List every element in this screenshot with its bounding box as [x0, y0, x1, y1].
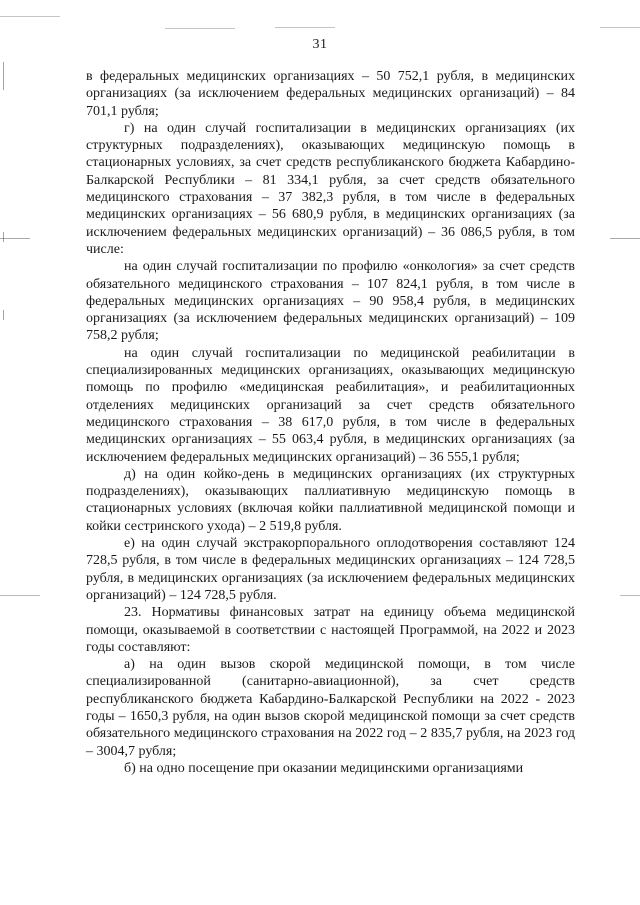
paragraph: на один случай госпитализации по медицинской реабилитации в специализированных медицинских организациях, оказывающих медицинскую помощь по профилю «медицинская реабилитация», и реабилитационных отделениях медицинских организаций за счет средств обязательного медицинского страхования – 38 617,0 рубля, в том числе в федеральных медицинских организациях – 55 063,4 рубля, в медицинских организациях (за исключением федеральных медицинских организаций) – 36 555,1 рубля;	[86, 345, 575, 465]
scan-artifact	[3, 62, 4, 90]
scan-artifact	[0, 238, 30, 239]
scan-artifact	[610, 238, 640, 239]
paragraph: е) на один случай экстракорпорального оплодотворения составляют 124 728,5 рубля, в том числе в федеральных медицинских организациях – 124 728,5 рубля, в медицинских организациях (за исключением федеральных медицинских организаций) – 124 728,5 рубля.	[86, 536, 575, 603]
scan-artifact	[0, 16, 60, 17]
scan-artifact	[165, 28, 235, 29]
paragraph: д) на один койко-день в медицинских организациях (их структурных подразделениях), оказывающих паллиативную медицинскую помощь в стационарных условиях (включая койки паллиативной медицинской помощи и койки сестринского ухода) – 2 519,8 рубля.	[86, 466, 575, 534]
paragraph: а) на один вызов скорой медицинской помощи, в том числе специализированной (санитарно-авиационной), за счет средств республиканского бюджета Кабардино-Балкарской Республики на 2022 - 2023 годы – 1650,3 рубля, на один вызов скорой медицинской помощи за счет средств обязательного медицинского страхования на 2022 год – 2 835,7 рубля, на 2023 год – 3004,7 рубля;	[86, 657, 575, 759]
paragraph: на один случай госпитализации по профилю «онкология» за счет средств обязательного медицинского страхования – 107 824,1 рубля, в том числе в федеральных медицинских организациях – 90 958,4 рубля, в медицинских организациях (за исключением федеральных медицинских организаций) – 109 758,2 рубля;	[86, 259, 575, 344]
scan-artifact	[620, 595, 640, 596]
document-body	[86, 68, 575, 777]
paragraph: 23. Нормативы финансовых затрат на единицу объема медицинской помощи, оказываемой в соответствии с настоящей Программой, на 2022 и 2023 годы составляют:	[86, 605, 575, 655]
scan-artifact	[0, 595, 40, 596]
scan-artifact	[600, 27, 640, 28]
paragraph: в федеральных медицинских организациях – 50 752,1 рубля, в медицинских организациях (за исключением федеральных медицинских организаций) – 84 701,1 рубля;	[86, 69, 575, 119]
paragraph: б) на одно посещение при оказании медицинскими организациями	[124, 760, 524, 776]
scan-artifact	[275, 27, 335, 28]
page-number: 31	[312, 37, 328, 52]
paragraph: г) на один случай госпитализации в медицинских организациях (их структурных подразделениях), оказывающих медицинскую помощь в стационарных условиях, за счет средств республиканского бюджета Кабардино-Балкарской Республики – 81 334,1 рубля, за счет средств обязательного медицинского страхования – 37 382,3 рубля, в том числе в федеральных медицинских организациях – 56 680,9 рубля, в медицинских организациях (за исключением федеральных медицинских организаций) – 36 086,5 рубля, в том числе:	[86, 120, 575, 257]
scan-artifact	[3, 310, 4, 320]
scan-artifact	[3, 232, 4, 242]
